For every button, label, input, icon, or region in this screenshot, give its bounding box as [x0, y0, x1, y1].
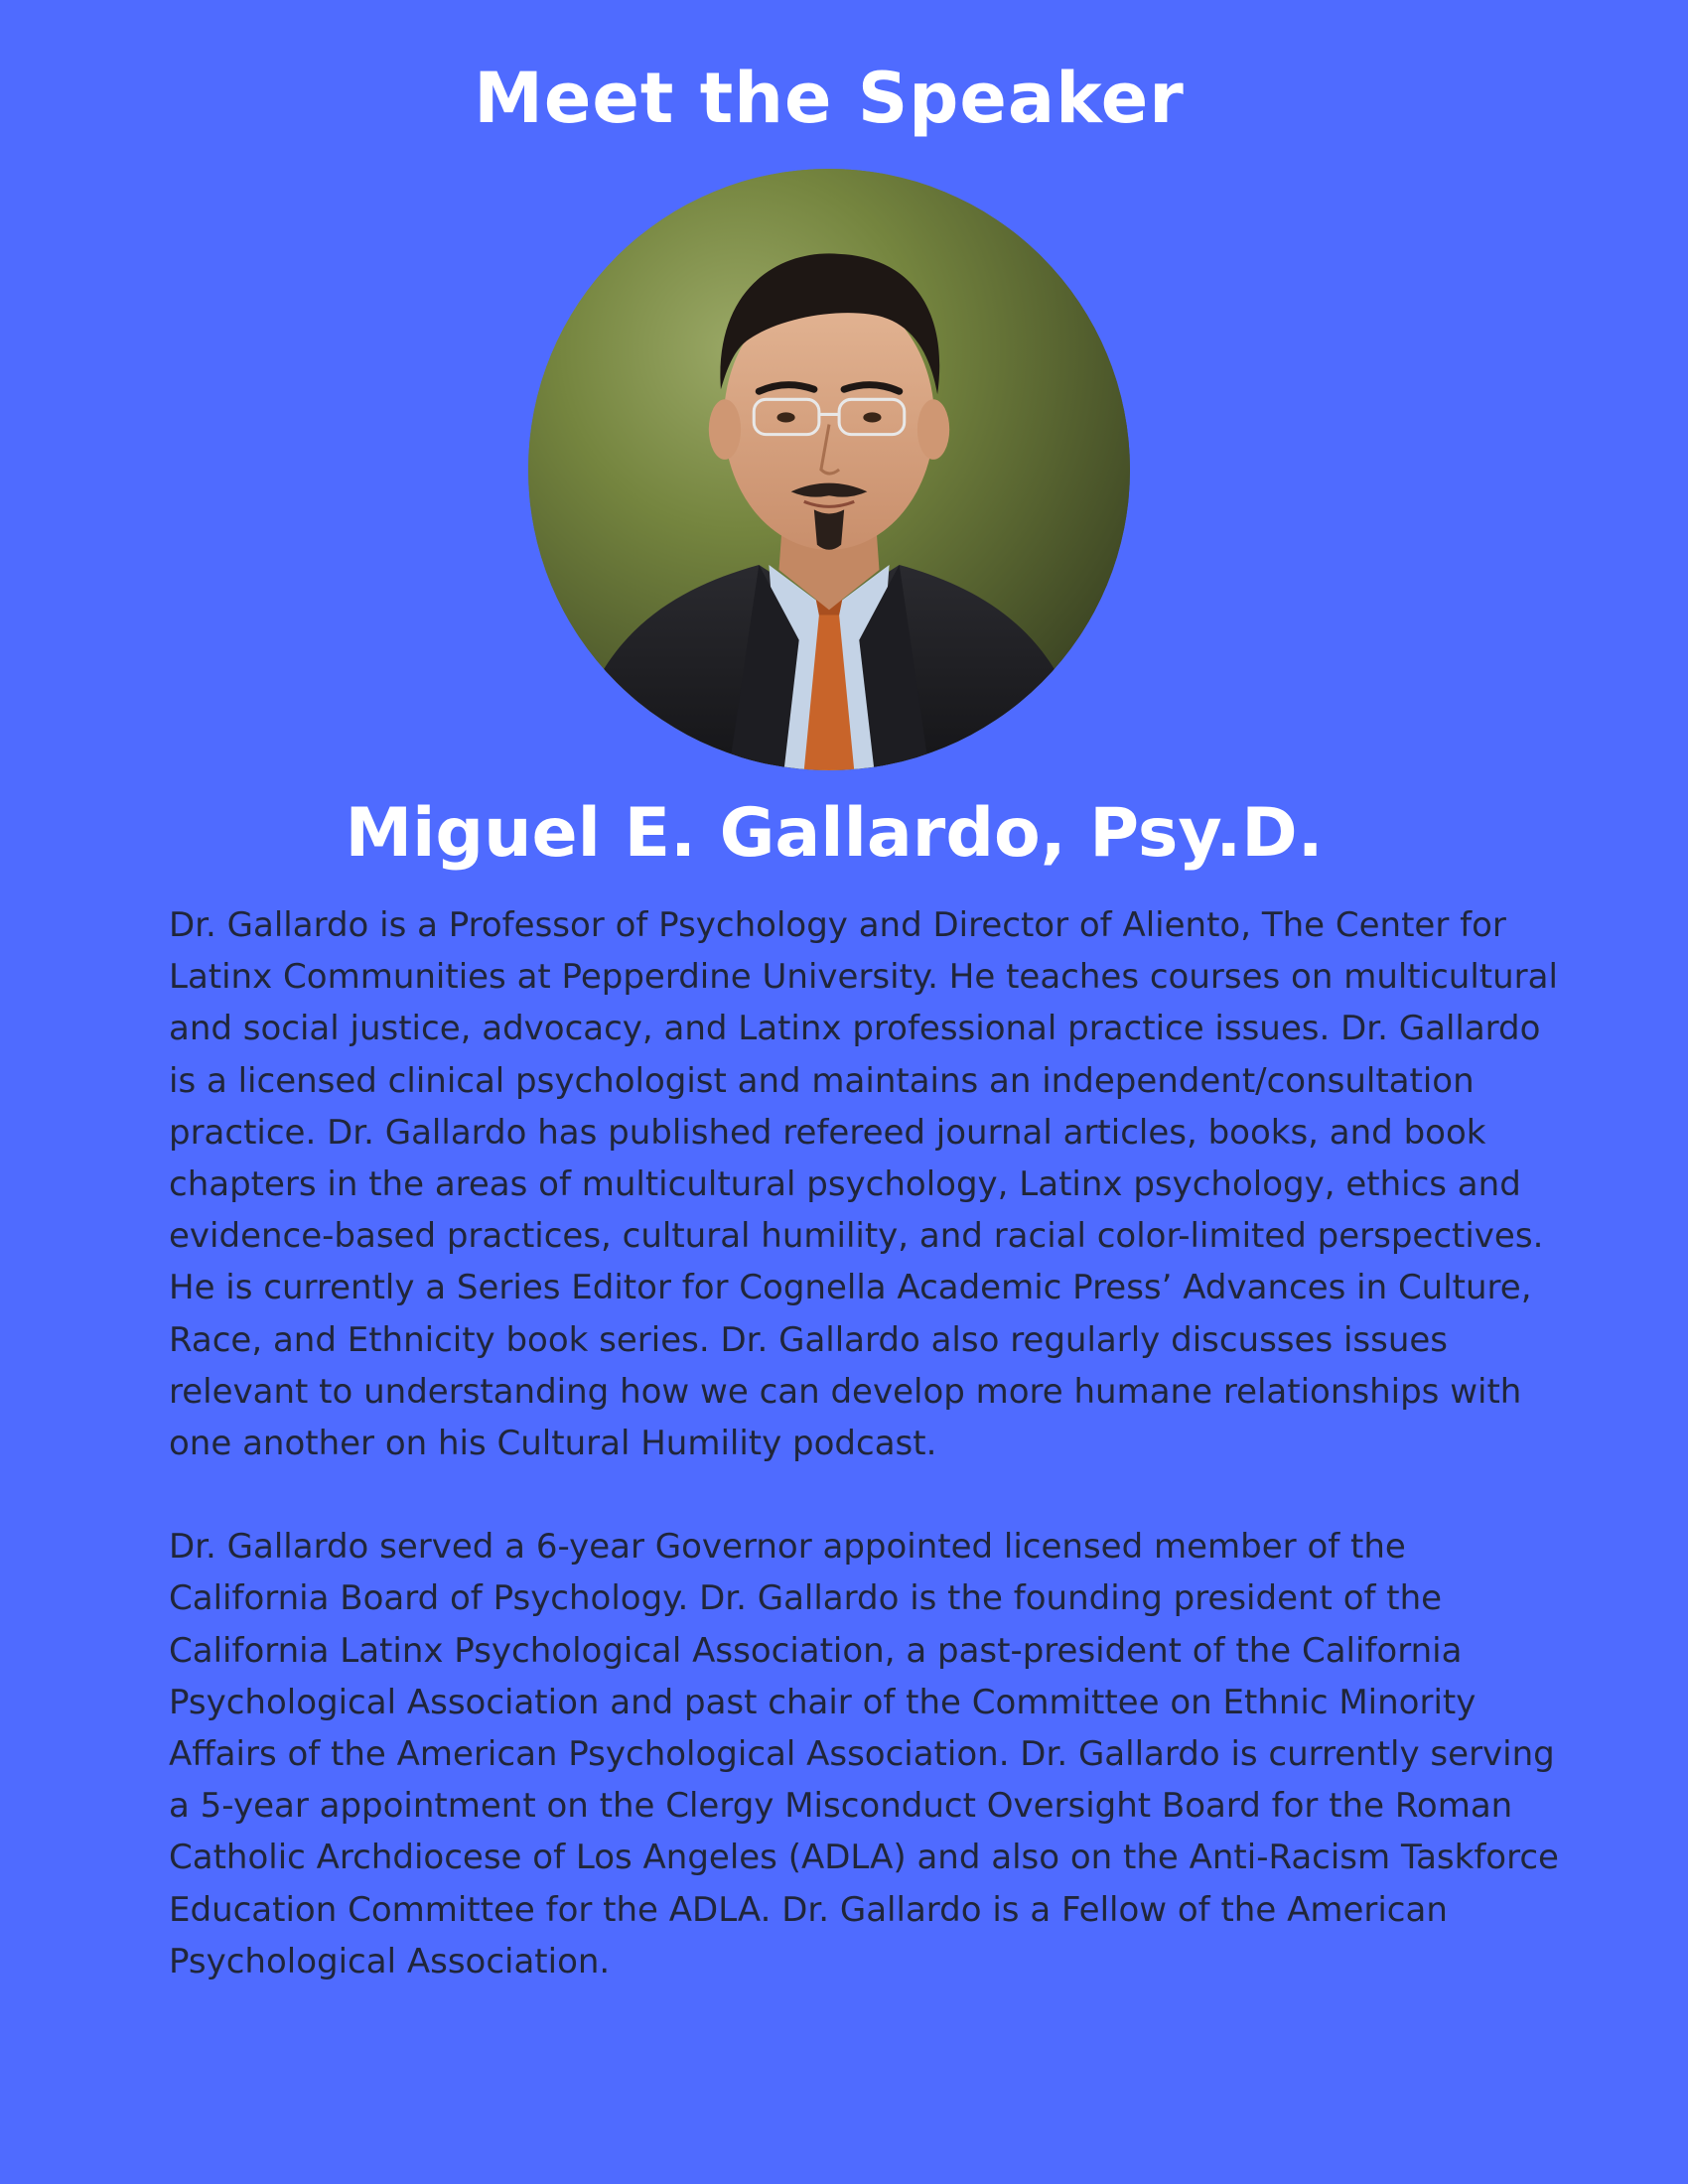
page-title: Meet the Speaker [474, 58, 1185, 139]
bio-paragraph: Dr. Gallardo served a 6-year Governor appointed licensed member of the California Board of Psychology. Dr. Gallardo is the founding president of the California Latinx Psychological Association, a past-president of the California Psychological Association and past chair of the Committee on Ethnic Minority Affairs of the American Psychological Association. Dr. Gallardo is currently serving a 5-year appointment on the Clergy Misconduct Oversight Board for the Roman Catholic Archdiocese of Los Angeles (ADLA) and also on the Anti-Racism Taskforce Education Committee for the ADLA. Dr. Gallardo is a Fellow of the American Psychological Association. [169, 1527, 1559, 1981]
speaker-bio [169, 899, 1559, 1987]
bio-paragraph: Dr. Gallardo is a Professor of Psychology and Director of Aliento, The Center for Latinx Communities at Pepperdine University. He teaches courses on multicultural and social justice, advocacy, and Latinx professional practice issues. Dr. Gallardo is a licensed clinical psychologist and maintains an independent/consultation practice. Dr. Gallardo has published refereed journal articles, books, and book chapters in the areas of multicultural psychology, Latinx psychology, ethics and evidence-based practices, cultural humility, and racial color-limited perspectives. He is currently a Series Editor for Cognella Academic Press’ Advances in Culture, Race, and Ethnicity book series. Dr. Gallardo also regularly discusses issues relevant to understanding how we can develop more humane relationships with one another on his Cultural Humility podcast. [169, 905, 1558, 1464]
speaker-name: Miguel E. Gallardo, Psy.D. [345, 794, 1324, 873]
speaker-portrait [528, 169, 1130, 770]
speaker-portrait-photo [528, 169, 1130, 770]
